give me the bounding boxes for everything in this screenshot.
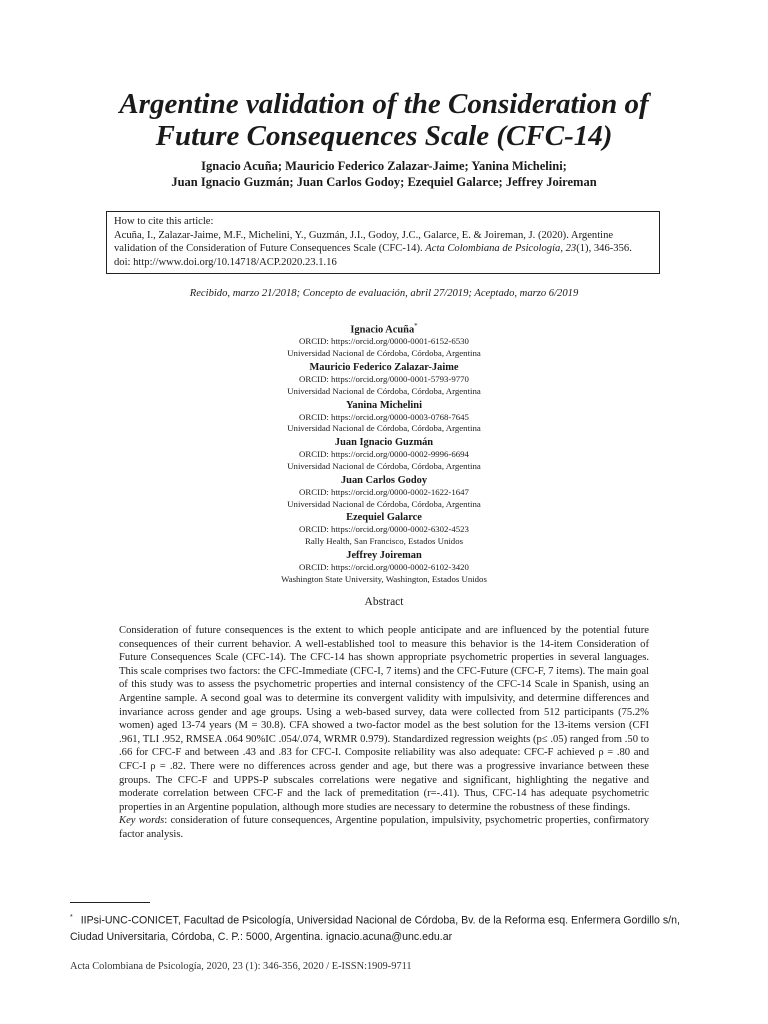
cite-heading: How to cite this article: — [114, 216, 214, 227]
institution: Universidad Nacional de Córdoba, Córdoba, Argentina — [287, 461, 481, 472]
author-name-text: Ezequiel Galarce — [346, 512, 422, 524]
orcid-link[interactable]: ORCID: https://orcid.org/0000-0002-1622-1647 — [299, 486, 469, 497]
cite-reference — [114, 229, 652, 256]
title-line-1: Argentine validation of the Consideration of — [119, 88, 649, 120]
orcid-link[interactable]: ORCID: https://orcid.org/0000-0003-0768-7645 — [299, 411, 469, 422]
author-list-line-2: Juan Ignacio Guzmán; Juan Carlos Godoy; Ezequiel Galarce; Jeffrey Joireman — [171, 175, 597, 189]
author-list-line-1: Ignacio Acuña; Mauricio Federico Zalazar-Jaime; Yanina Michelini; — [201, 159, 567, 173]
author-affiliation — [0, 474, 768, 511]
author-name-text: Juan Carlos Godoy — [340, 474, 428, 486]
author-affiliation — [0, 399, 768, 436]
received-dates: Recibido, marzo 21/2018; Concepto de evaluación, abril 27/2019; Aceptado, marzo 6/2019 — [189, 288, 579, 299]
orcid-link[interactable]: ORCID: https://orcid.org/0000-0001-5793-9770 — [299, 374, 469, 385]
institution: Universidad Nacional de Córdoba, Córdoba, Argentina — [287, 498, 481, 509]
author-name-text: Jeffrey Joireman — [346, 550, 422, 562]
institution: Rally Health, San Francisco, Estados Unidos — [304, 536, 464, 547]
institution: Universidad Nacional de Córdoba, Córdoba, Argentina — [287, 348, 481, 359]
orcid-link[interactable]: ORCID: https://orcid.org/0000-0002-6302-4523 — [299, 524, 469, 535]
cite-text: Acuña, I., Zalazar-Jaime, M.F., Michelini, Y., Guzmán, J.I., Godoy, J.C., Galarce, E. & Joireman, J. (2020). Argentine validation of the Consideration of Future Consequences Scale (CFC-14). — [114, 229, 614, 255]
cite-doi: doi: http://www.doi.org/10.14718/ACP.2020.23.1.16 — [114, 256, 337, 268]
title-line-2: Future Consequences Scale (CFC-14) — [155, 120, 613, 152]
author-name-text: Ignacio Acuña — [350, 324, 415, 336]
author-name-text: Yanina Michelini — [346, 399, 422, 411]
abstract-body: Consideration of future consequences is the extent to which people anticipate and are influenced by the potential future consequences of their current behavior. A well-established tool to measure this behavior is the 14-item Consideration of Future Consequences Scale (CFC-14). The CFC-14 has shown appropriate psychometric properties in several languages. This scale comprises two factors: the CFC-Immediate (CFC-I, 7 items) and the CFC-Future (CFC-F, 7 items). The main goal of this study was to assess the psychometric properties and internal consistency of the CFC-14 Scale in Spanish, using an Argentine sample. A second goal was to determine its convergent validity with impulsivity, and determine differences and invariance across gender and age groups. Using a web-based survey, data were collected from 512 participants (75.2% women) aged 13-74 years (M = 30.8). CFA showed a two-factor model as the best solution for the 13-items version (CFI .961, TLI .952, RMSEA .064 90%IC .054/.074, WRMR 0.979). Standardized regression weights (p≤ .05) ranged from .50 to .66 for CFC-F and between .43 and .83 for CFC-I. Composite reliability was also adequate: CFC-F achieved ρ = .80 and CFC-I ρ = .82. There were no differences across gender and age, but there was a progressive invariance between these groups. The CFC-F and UPPS-P subscales correlations were negative and significant, highlighting the negative and moderate correlation between CFC-F and the lack of premeditation (r=-.41). Thus, CFC-14 has adequate psychometric properties in an Argentine population, although more studies are necessary to determine the robustness of these findings. — [119, 625, 649, 813]
author-affiliation — [0, 511, 768, 548]
cite-journal: Acta Colombiana de Psicología, 23 — [425, 243, 577, 255]
footnote-divider — [70, 902, 150, 903]
keywords-label: Key words — [119, 815, 165, 826]
author-name — [0, 399, 768, 412]
journal-footer: Acta Colombiana de Psicología, 2020, 23 (1): 346-356, 2020 / E-ISSN:1909-9711 — [70, 961, 412, 972]
institution: Universidad Nacional de Córdoba, Córdoba, Argentina — [287, 423, 481, 434]
footnote-marker: * — [70, 914, 73, 921]
author-affiliation — [0, 361, 768, 398]
author-name — [0, 361, 768, 374]
keywords — [119, 814, 649, 841]
orcid-link[interactable]: ORCID: https://orcid.org/0000-0001-6152-6530 — [299, 336, 469, 347]
author-marker: * — [414, 322, 418, 330]
institution: Universidad Nacional de Córdoba, Córdoba, Argentina — [287, 385, 481, 396]
author-name-text: Juan Ignacio Guzmán — [334, 437, 434, 449]
keywords-text: : consideration of future consequences, Argentine population, impulsivity, psychometric properties, confirmatory factor analysis. — [119, 815, 649, 840]
paper-title — [0, 88, 768, 152]
author-affiliation — [0, 320, 768, 360]
footnote — [70, 910, 702, 945]
author-name — [0, 549, 768, 562]
author-name — [0, 511, 768, 524]
cite-volume-pages: (1), 346-356. — [576, 243, 632, 255]
author-affiliations — [0, 320, 768, 587]
author-affiliation — [0, 436, 768, 473]
abstract-heading: Abstract — [364, 596, 404, 608]
author-affiliation — [0, 549, 768, 586]
author-name — [0, 436, 768, 449]
footnote-text: IIPsi-UNC-CONICET, Facultad de Psicología, Universidad Nacional de Córdoba, Bv. de la Reforma esq. Enfermera Gordillo s/n, Ciudad Universitaria, Córdoba, C. P.: 5000, Argentina. ignacio.acuna@unc.edu.ar — [70, 914, 680, 943]
author-name-text: Mauricio Federico Zalazar-Jaime — [309, 362, 459, 374]
how-to-cite-box — [106, 211, 660, 274]
author-name — [0, 320, 768, 336]
institution: Washington State University, Washington, Estados Unidos — [281, 573, 487, 584]
orcid-link[interactable]: ORCID: https://orcid.org/0000-0002-6102-3420 — [299, 562, 469, 573]
orcid-link[interactable]: ORCID: https://orcid.org/0000-0002-9996-6694 — [299, 449, 469, 460]
author-name — [0, 474, 768, 487]
